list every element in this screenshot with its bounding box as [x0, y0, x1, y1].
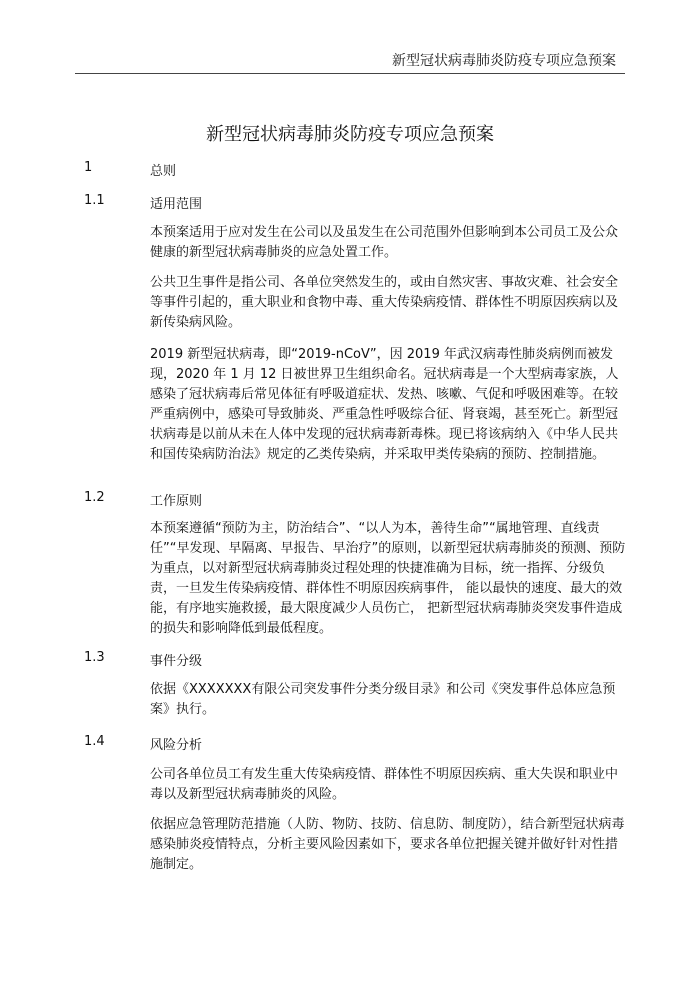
header-divider — [75, 73, 625, 74]
paragraph: 依据应急管理防范措施（人防、物防、技防、信息防、制度防），结合新型冠状病毒感染肺炎疫情特点，分析主要风险因素如下，要求各单位把握关键并做好针对性措施制定。 — [150, 817, 625, 872]
chapter-number: 1 — [84, 160, 93, 175]
section-title: 适用范围 — [150, 197, 203, 212]
section-title: 风险分析 — [150, 738, 203, 753]
section-title: 事件分级 — [150, 654, 203, 669]
paragraph: 2019 新型冠状病毒，即“2019-nCoV”，因 2019 年武汉病毒性肺炎病例而被发现，2020 年 1 月 12 日被世界卫生组织命名。冠状病毒是一个大型病毒家族，人感染了冠状病毒后常见体征有呼吸道症状、发热、咳嗽、气促和呼吸困难等。在较严重病例中，感染可导致肺炎、严重急性呼吸综合征、肾衰竭，甚至死亡。新型冠状病毒是以前从未在人体中发现的冠状病毒新毒株。现已将该病纳入《中华人民共和国传染病防治法》规定的乙类传染病，并采取甲类传染病的预防、控制措施。 — [150, 347, 619, 462]
section-title: 工作原则 — [150, 494, 203, 509]
section-number: 1.2 — [84, 490, 105, 505]
document-title: 新型冠状病毒肺炎防疫专项应急预案 — [206, 124, 494, 145]
paragraph: 公司各单位员工有发生重大传染病疫情、群体性不明原因疾病、重大失误和职业中毒以及新型冠状病毒肺炎的风险。 — [150, 767, 619, 802]
section-number: 1.3 — [84, 650, 105, 665]
chapter-title: 总则 — [150, 164, 177, 179]
paragraph: 公共卫生事件是指公司、各单位突然发生的，或由自然灾害、事故灾难、社会安全等事件引起的，重大职业和食物中毒、重大传染病疫情、群体性不明原因疾病以及新传染病风险。 — [150, 275, 619, 330]
section-number: 1.4 — [84, 734, 105, 749]
section-number: 1.1 — [84, 193, 105, 208]
paragraph: 依据《XXXXXXX有限公司突发事件分类分级目录》和公司《突发事件总体应急预案》执行。 — [150, 682, 616, 717]
paragraph: 本预案适用于应对发生在公司以及虽发生在公司范围外但影响到本公司员工及公众健康的新型冠状病毒肺炎的应急处置工作。 — [150, 225, 619, 260]
running-header: 新型冠状病毒肺炎防疫专项应急预案 — [392, 53, 616, 69]
paragraph: 本预案遵循“预防为主，防治结合”、“以人为本，善待生命”“属地管理、直线责任”“早发现、早隔离、早报告、早治疗”的原则，以新型冠状病毒肺炎的预测、预防为重点，以对新型冠状病毒肺炎过程处理的快捷准确为目标，统一指挥、分级负责，一旦发生传染病疫情、群体性不明原因疾病事件， 能以最快的速度、最大的效能，有序地实施救援，最大限度减少人员伤亡， 把新型冠状病毒肺炎突发事件造成的损失和影响降低到最低程度。 — [150, 521, 626, 636]
